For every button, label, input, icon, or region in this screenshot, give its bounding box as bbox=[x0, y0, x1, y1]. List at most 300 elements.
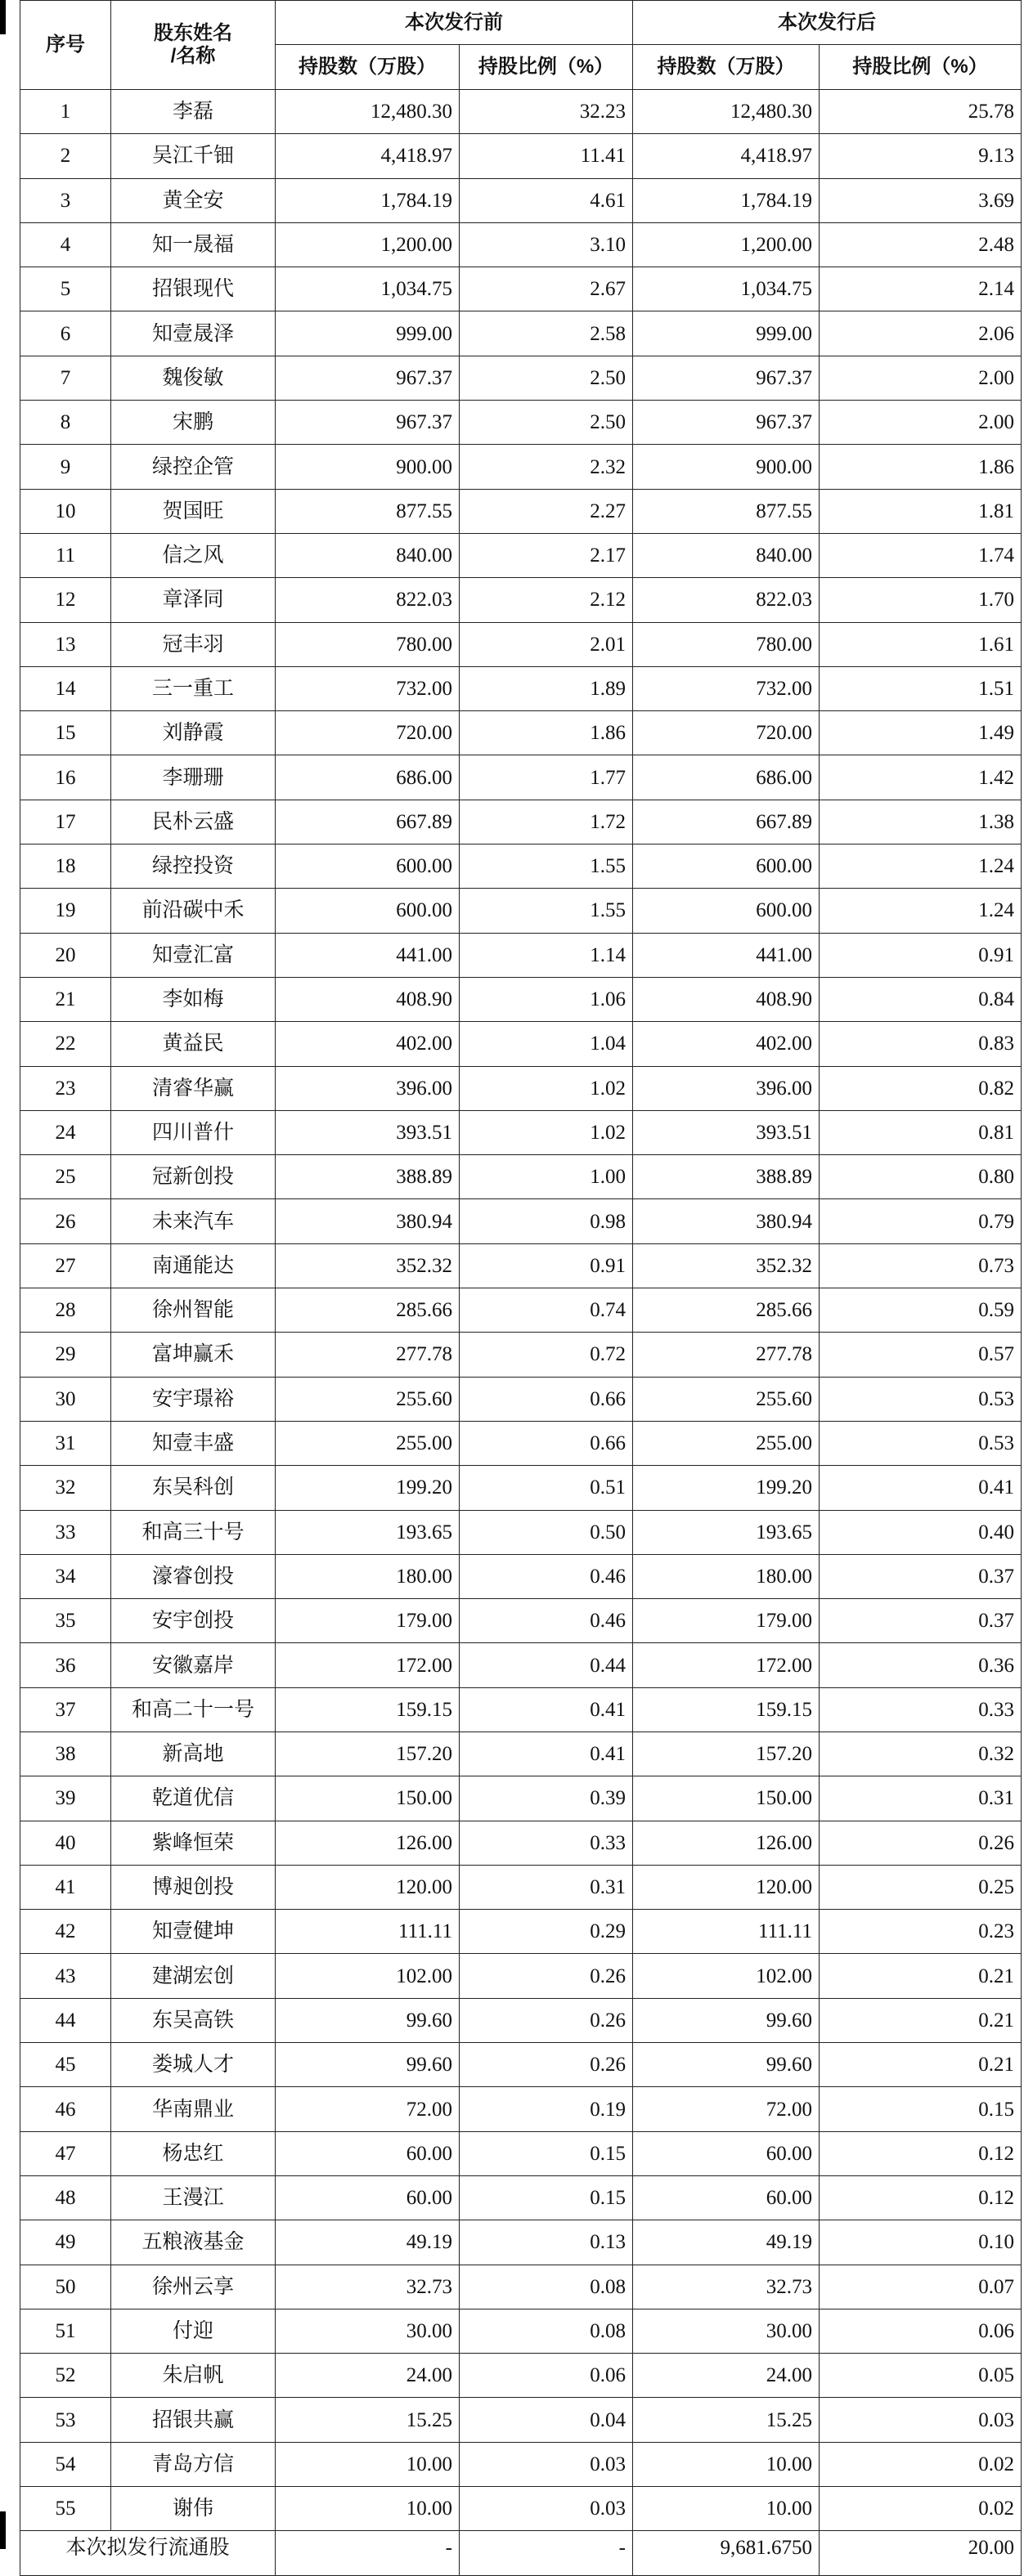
cell-shareholder-name: 知壹丰盛 bbox=[111, 1421, 276, 1465]
cell-seq: 29 bbox=[20, 1333, 111, 1377]
cell-shareholder-name: 冠丰羽 bbox=[111, 622, 276, 666]
cell-shareholder-name: 安宇创投 bbox=[111, 1599, 276, 1643]
cell-after-shares: 60.00 bbox=[633, 2131, 820, 2175]
table-row bbox=[20, 2265, 1022, 2309]
cell-after-ratio: 2.14 bbox=[820, 267, 1022, 311]
table-row bbox=[20, 1687, 1022, 1732]
cell-before-ratio: 0.08 bbox=[460, 2309, 633, 2353]
cell-before-shares: 199.20 bbox=[276, 1466, 460, 1510]
cell-after-shares: 780.00 bbox=[633, 622, 820, 666]
table-row bbox=[20, 1066, 1022, 1110]
cell-seq: 43 bbox=[20, 1954, 111, 1998]
cell-shareholder-name: 徐州智能 bbox=[111, 1288, 276, 1333]
cell-before-ratio: 1.77 bbox=[460, 755, 633, 800]
cell-before-shares: 10.00 bbox=[276, 2442, 460, 2486]
cell-after-ratio: 0.07 bbox=[820, 2265, 1022, 2309]
cell-before-shares: 99.60 bbox=[276, 2043, 460, 2087]
header-after-ratio: 持股比例（%） bbox=[820, 45, 1022, 90]
cell-before-ratio: 1.55 bbox=[460, 844, 633, 889]
cell-seq: 27 bbox=[20, 1243, 111, 1288]
page-edge-marker-top bbox=[0, 0, 6, 34]
cell-shareholder-name: 杨忠红 bbox=[111, 2131, 276, 2175]
cell-seq: 17 bbox=[20, 800, 111, 844]
table-row bbox=[20, 178, 1022, 222]
cell-after-shares: 99.60 bbox=[633, 1998, 820, 2042]
cell-after-shares: 840.00 bbox=[633, 533, 820, 577]
cell-shareholder-name: 冠新创投 bbox=[111, 1155, 276, 1199]
table-row bbox=[20, 1910, 1022, 1954]
cell-before-ratio: 1.02 bbox=[460, 1066, 633, 1110]
cell-after-shares: 600.00 bbox=[633, 844, 820, 889]
cell-before-ratio: 0.29 bbox=[460, 1910, 633, 1954]
cell-shareholder-name: 乾道优信 bbox=[111, 1776, 276, 1821]
cell-after-ratio: 0.53 bbox=[820, 1421, 1022, 1465]
cell-seq: 33 bbox=[20, 1510, 111, 1554]
cell-after-ratio: 2.00 bbox=[820, 401, 1022, 445]
cell-seq: 3 bbox=[20, 178, 111, 222]
cell-seq: 31 bbox=[20, 1421, 111, 1465]
cell-shareholder-name: 建湖宏创 bbox=[111, 1954, 276, 1998]
cell-shareholder-name: 绿控投资 bbox=[111, 844, 276, 889]
cell-before-shares: 102.00 bbox=[276, 1954, 460, 1998]
cell-before-shares: 15.25 bbox=[276, 2398, 460, 2442]
cell-before-shares: 4,418.97 bbox=[276, 134, 460, 178]
cell-shareholder-name: 李珊珊 bbox=[111, 755, 276, 800]
cell-shareholder-name: 付迎 bbox=[111, 2309, 276, 2353]
cell-before-ratio: 1.89 bbox=[460, 666, 633, 710]
cell-before-ratio: 11.41 bbox=[460, 134, 633, 178]
table-row bbox=[20, 2487, 1022, 2531]
footer-before-shares: - bbox=[276, 2531, 460, 2575]
cell-shareholder-name: 东吴高铁 bbox=[111, 1998, 276, 2042]
cell-after-ratio: 1.70 bbox=[820, 578, 1022, 622]
cell-before-shares: 193.65 bbox=[276, 1510, 460, 1554]
cell-before-shares: 179.00 bbox=[276, 1599, 460, 1643]
cell-after-shares: 120.00 bbox=[633, 1865, 820, 1909]
table-row bbox=[20, 267, 1022, 311]
cell-after-ratio: 0.02 bbox=[820, 2442, 1022, 2486]
cell-after-ratio: 1.74 bbox=[820, 533, 1022, 577]
cell-after-shares: 111.11 bbox=[633, 1910, 820, 1954]
cell-before-ratio: 0.26 bbox=[460, 1998, 633, 2042]
cell-before-shares: 600.00 bbox=[276, 844, 460, 889]
footer-after-shares: 9,681.6750 bbox=[633, 2531, 820, 2575]
cell-shareholder-name: 章泽同 bbox=[111, 578, 276, 622]
cell-seq: 55 bbox=[20, 2487, 111, 2531]
cell-before-shares: 408.90 bbox=[276, 977, 460, 1021]
cell-after-ratio: 1.38 bbox=[820, 800, 1022, 844]
table-row bbox=[20, 222, 1022, 267]
cell-after-ratio: 0.21 bbox=[820, 1954, 1022, 1998]
cell-after-shares: 172.00 bbox=[633, 1643, 820, 1687]
cell-before-ratio: 0.33 bbox=[460, 1821, 633, 1865]
cell-before-shares: 732.00 bbox=[276, 666, 460, 710]
cell-before-ratio: 0.06 bbox=[460, 2354, 633, 2398]
cell-after-shares: 900.00 bbox=[633, 445, 820, 489]
table-row bbox=[20, 1554, 1022, 1598]
footer-label: 本次拟发行流通股 bbox=[20, 2531, 276, 2575]
cell-seq: 44 bbox=[20, 1998, 111, 2042]
cell-before-ratio: 2.27 bbox=[460, 489, 633, 533]
cell-after-ratio: 25.78 bbox=[820, 90, 1022, 134]
cell-seq: 22 bbox=[20, 1022, 111, 1066]
footer-row bbox=[20, 2531, 1022, 2575]
cell-before-shares: 396.00 bbox=[276, 1066, 460, 1110]
cell-after-ratio: 0.32 bbox=[820, 1732, 1022, 1776]
cell-before-shares: 277.78 bbox=[276, 1333, 460, 1377]
table-row bbox=[20, 2220, 1022, 2265]
cell-before-shares: 255.60 bbox=[276, 1377, 460, 1421]
cell-after-ratio: 0.80 bbox=[820, 1155, 1022, 1199]
cell-after-ratio: 0.26 bbox=[820, 1821, 1022, 1865]
cell-before-ratio: 1.55 bbox=[460, 889, 633, 933]
cell-before-ratio: 0.51 bbox=[460, 1466, 633, 1510]
cell-seq: 48 bbox=[20, 2175, 111, 2220]
table-row bbox=[20, 2398, 1022, 2442]
header-name-line2: /名称 bbox=[170, 45, 216, 67]
table-header bbox=[20, 1, 1022, 90]
table-row bbox=[20, 1599, 1022, 1643]
cell-after-ratio: 0.31 bbox=[820, 1776, 1022, 1821]
cell-shareholder-name: 徐州云享 bbox=[111, 2265, 276, 2309]
cell-shareholder-name: 朱启帆 bbox=[111, 2354, 276, 2398]
cell-shareholder-name: 华南鼎业 bbox=[111, 2087, 276, 2131]
cell-seq: 45 bbox=[20, 2043, 111, 2087]
cell-shareholder-name: 未来汽车 bbox=[111, 1199, 276, 1243]
cell-after-shares: 600.00 bbox=[633, 889, 820, 933]
cell-before-shares: 999.00 bbox=[276, 311, 460, 356]
cell-after-shares: 396.00 bbox=[633, 1066, 820, 1110]
page-edge-marker-bottom bbox=[0, 2511, 6, 2549]
cell-before-shares: 840.00 bbox=[276, 533, 460, 577]
cell-before-ratio: 1.00 bbox=[460, 1155, 633, 1199]
cell-before-shares: 402.00 bbox=[276, 1022, 460, 1066]
cell-after-shares: 102.00 bbox=[633, 1954, 820, 1998]
cell-after-ratio: 0.57 bbox=[820, 1333, 1022, 1377]
cell-seq: 54 bbox=[20, 2442, 111, 2486]
cell-after-shares: 967.37 bbox=[633, 356, 820, 400]
cell-before-ratio: 0.03 bbox=[460, 2487, 633, 2531]
cell-after-shares: 60.00 bbox=[633, 2175, 820, 2220]
shareholding-table bbox=[20, 0, 1022, 2576]
cell-after-ratio: 1.81 bbox=[820, 489, 1022, 533]
cell-shareholder-name: 知壹汇富 bbox=[111, 933, 276, 977]
cell-before-shares: 822.03 bbox=[276, 578, 460, 622]
cell-after-shares: 32.73 bbox=[633, 2265, 820, 2309]
cell-after-shares: 667.89 bbox=[633, 800, 820, 844]
cell-seq: 16 bbox=[20, 755, 111, 800]
cell-before-shares: 24.00 bbox=[276, 2354, 460, 2398]
cell-before-ratio: 1.04 bbox=[460, 1022, 633, 1066]
cell-shareholder-name: 濠睿创投 bbox=[111, 1554, 276, 1598]
table-row bbox=[20, 2087, 1022, 2131]
cell-seq: 39 bbox=[20, 1776, 111, 1821]
cell-after-ratio: 0.36 bbox=[820, 1643, 1022, 1687]
cell-seq: 11 bbox=[20, 533, 111, 577]
cell-after-shares: 49.19 bbox=[633, 2220, 820, 2265]
cell-seq: 52 bbox=[20, 2354, 111, 2398]
table-row bbox=[20, 2175, 1022, 2220]
cell-seq: 14 bbox=[20, 666, 111, 710]
cell-before-ratio: 1.02 bbox=[460, 1110, 633, 1154]
table-row bbox=[20, 356, 1022, 400]
cell-after-shares: 1,034.75 bbox=[633, 267, 820, 311]
cell-before-ratio: 4.61 bbox=[460, 178, 633, 222]
cell-before-shares: 380.94 bbox=[276, 1199, 460, 1243]
cell-seq: 53 bbox=[20, 2398, 111, 2442]
header-name-line1: 股东姓名 bbox=[154, 22, 232, 44]
cell-seq: 30 bbox=[20, 1377, 111, 1421]
cell-seq: 2 bbox=[20, 134, 111, 178]
cell-before-shares: 393.51 bbox=[276, 1110, 460, 1154]
cell-after-ratio: 0.33 bbox=[820, 1687, 1022, 1732]
cell-before-ratio: 0.26 bbox=[460, 2043, 633, 2087]
table-row bbox=[20, 2043, 1022, 2087]
cell-after-ratio: 0.12 bbox=[820, 2131, 1022, 2175]
cell-after-ratio: 0.37 bbox=[820, 1599, 1022, 1643]
cell-after-shares: 732.00 bbox=[633, 666, 820, 710]
cell-seq: 19 bbox=[20, 889, 111, 933]
cell-shareholder-name: 知壹健坤 bbox=[111, 1910, 276, 1954]
table-row bbox=[20, 401, 1022, 445]
cell-shareholder-name: 新高地 bbox=[111, 1732, 276, 1776]
cell-after-ratio: 0.23 bbox=[820, 1910, 1022, 1954]
cell-after-shares: 967.37 bbox=[633, 401, 820, 445]
cell-after-shares: 199.20 bbox=[633, 1466, 820, 1510]
cell-after-ratio: 0.37 bbox=[820, 1554, 1022, 1598]
cell-shareholder-name: 和高二十一号 bbox=[111, 1687, 276, 1732]
cell-after-ratio: 1.49 bbox=[820, 711, 1022, 755]
cell-after-ratio: 1.24 bbox=[820, 889, 1022, 933]
cell-shareholder-name: 李磊 bbox=[111, 90, 276, 134]
cell-after-ratio: 0.06 bbox=[820, 2309, 1022, 2353]
cell-after-ratio: 0.59 bbox=[820, 1288, 1022, 1333]
cell-before-shares: 1,034.75 bbox=[276, 267, 460, 311]
cell-shareholder-name: 宋鹏 bbox=[111, 401, 276, 445]
cell-after-shares: 180.00 bbox=[633, 1554, 820, 1598]
cell-shareholder-name: 安宇璟裕 bbox=[111, 1377, 276, 1421]
cell-before-shares: 667.89 bbox=[276, 800, 460, 844]
cell-before-shares: 111.11 bbox=[276, 1910, 460, 1954]
cell-after-ratio: 1.86 bbox=[820, 445, 1022, 489]
cell-before-shares: 352.32 bbox=[276, 1243, 460, 1288]
cell-seq: 37 bbox=[20, 1687, 111, 1732]
cell-after-shares: 393.51 bbox=[633, 1110, 820, 1154]
cell-after-ratio: 0.53 bbox=[820, 1377, 1022, 1421]
cell-after-ratio: 0.82 bbox=[820, 1066, 1022, 1110]
cell-before-shares: 877.55 bbox=[276, 489, 460, 533]
cell-before-shares: 967.37 bbox=[276, 401, 460, 445]
cell-before-shares: 126.00 bbox=[276, 1821, 460, 1865]
cell-seq: 51 bbox=[20, 2309, 111, 2353]
cell-before-ratio: 0.91 bbox=[460, 1243, 633, 1288]
cell-after-ratio: 2.48 bbox=[820, 222, 1022, 267]
cell-after-shares: 277.78 bbox=[633, 1333, 820, 1377]
cell-shareholder-name: 青岛方信 bbox=[111, 2442, 276, 2486]
cell-before-shares: 10.00 bbox=[276, 2487, 460, 2531]
cell-after-ratio: 1.51 bbox=[820, 666, 1022, 710]
table-row bbox=[20, 1155, 1022, 1199]
cell-before-ratio: 0.08 bbox=[460, 2265, 633, 2309]
cell-after-shares: 193.65 bbox=[633, 1510, 820, 1554]
cell-seq: 24 bbox=[20, 1110, 111, 1154]
table-row bbox=[20, 1243, 1022, 1288]
cell-shareholder-name: 招银共赢 bbox=[111, 2398, 276, 2442]
cell-after-ratio: 0.73 bbox=[820, 1243, 1022, 1288]
cell-before-ratio: 0.15 bbox=[460, 2131, 633, 2175]
cell-before-ratio: 0.04 bbox=[460, 2398, 633, 2442]
table-row bbox=[20, 800, 1022, 844]
cell-after-shares: 179.00 bbox=[633, 1599, 820, 1643]
table-row bbox=[20, 1110, 1022, 1154]
cell-after-shares: 12,480.30 bbox=[633, 90, 820, 134]
table-row bbox=[20, 1288, 1022, 1333]
cell-shareholder-name: 东吴科创 bbox=[111, 1466, 276, 1510]
cell-after-ratio: 1.61 bbox=[820, 622, 1022, 666]
cell-before-shares: 99.60 bbox=[276, 1998, 460, 2042]
cell-before-ratio: 0.03 bbox=[460, 2442, 633, 2486]
table-row bbox=[20, 2309, 1022, 2353]
cell-after-shares: 126.00 bbox=[633, 1821, 820, 1865]
cell-before-ratio: 0.50 bbox=[460, 1510, 633, 1554]
table-row bbox=[20, 2442, 1022, 2486]
cell-shareholder-name: 民朴云盛 bbox=[111, 800, 276, 844]
cell-seq: 25 bbox=[20, 1155, 111, 1199]
cell-shareholder-name: 贺国旺 bbox=[111, 489, 276, 533]
cell-after-shares: 1,200.00 bbox=[633, 222, 820, 267]
cell-after-shares: 441.00 bbox=[633, 933, 820, 977]
header-before-issue: 本次发行前 bbox=[276, 1, 633, 45]
table-row bbox=[20, 2131, 1022, 2175]
cell-before-ratio: 0.13 bbox=[460, 2220, 633, 2265]
cell-before-ratio: 0.98 bbox=[460, 1199, 633, 1243]
cell-before-ratio: 0.66 bbox=[460, 1421, 633, 1465]
cell-seq: 20 bbox=[20, 933, 111, 977]
cell-seq: 32 bbox=[20, 1466, 111, 1510]
table-row bbox=[20, 90, 1022, 134]
cell-after-ratio: 0.05 bbox=[820, 2354, 1022, 2398]
cell-before-shares: 60.00 bbox=[276, 2131, 460, 2175]
cell-before-ratio: 2.12 bbox=[460, 578, 633, 622]
table-row bbox=[20, 977, 1022, 1021]
cell-before-shares: 780.00 bbox=[276, 622, 460, 666]
cell-seq: 23 bbox=[20, 1066, 111, 1110]
cell-after-shares: 10.00 bbox=[633, 2487, 820, 2531]
cell-seq: 9 bbox=[20, 445, 111, 489]
cell-before-shares: 172.00 bbox=[276, 1643, 460, 1687]
cell-seq: 34 bbox=[20, 1554, 111, 1598]
cell-after-ratio: 0.02 bbox=[820, 2487, 1022, 2531]
cell-after-ratio: 0.40 bbox=[820, 1510, 1022, 1554]
cell-shareholder-name: 和高三十号 bbox=[111, 1510, 276, 1554]
cell-before-ratio: 2.50 bbox=[460, 356, 633, 400]
header-after-shares: 持股数（万股） bbox=[633, 45, 820, 90]
table-row bbox=[20, 1333, 1022, 1377]
cell-after-ratio: 0.84 bbox=[820, 977, 1022, 1021]
cell-after-ratio: 0.10 bbox=[820, 2220, 1022, 2265]
table-row bbox=[20, 1954, 1022, 1998]
cell-before-shares: 720.00 bbox=[276, 711, 460, 755]
cell-shareholder-name: 博昶创投 bbox=[111, 1865, 276, 1909]
footer-after-ratio: 20.00 bbox=[820, 2531, 1022, 2575]
cell-shareholder-name: 黄全安 bbox=[111, 178, 276, 222]
table-row bbox=[20, 134, 1022, 178]
cell-before-shares: 1,200.00 bbox=[276, 222, 460, 267]
cell-shareholder-name: 四川普什 bbox=[111, 1110, 276, 1154]
cell-before-ratio: 1.06 bbox=[460, 977, 633, 1021]
cell-before-ratio: 0.26 bbox=[460, 1954, 633, 1998]
cell-shareholder-name: 娄城人才 bbox=[111, 2043, 276, 2087]
table-row bbox=[20, 1865, 1022, 1909]
cell-seq: 10 bbox=[20, 489, 111, 533]
cell-after-ratio: 0.03 bbox=[820, 2398, 1022, 2442]
cell-after-shares: 99.60 bbox=[633, 2043, 820, 2087]
table-row bbox=[20, 445, 1022, 489]
cell-after-ratio: 0.21 bbox=[820, 2043, 1022, 2087]
table-row bbox=[20, 1821, 1022, 1865]
cell-seq: 36 bbox=[20, 1643, 111, 1687]
cell-before-ratio: 2.67 bbox=[460, 267, 633, 311]
cell-seq: 42 bbox=[20, 1910, 111, 1954]
cell-after-shares: 877.55 bbox=[633, 489, 820, 533]
cell-seq: 1 bbox=[20, 90, 111, 134]
table-row bbox=[20, 1776, 1022, 1821]
cell-before-ratio: 0.72 bbox=[460, 1333, 633, 1377]
cell-before-ratio: 1.86 bbox=[460, 711, 633, 755]
cell-before-ratio: 0.31 bbox=[460, 1865, 633, 1909]
cell-shareholder-name: 知壹晟泽 bbox=[111, 311, 276, 356]
cell-before-ratio: 0.19 bbox=[460, 2087, 633, 2131]
table-row bbox=[20, 311, 1022, 356]
table-row bbox=[20, 1510, 1022, 1554]
table-row bbox=[20, 1377, 1022, 1421]
cell-before-ratio: 1.14 bbox=[460, 933, 633, 977]
cell-before-ratio: 0.41 bbox=[460, 1732, 633, 1776]
cell-after-ratio: 3.69 bbox=[820, 178, 1022, 222]
cell-shareholder-name: 信之风 bbox=[111, 533, 276, 577]
cell-before-shares: 285.66 bbox=[276, 1288, 460, 1333]
cell-after-ratio: 0.15 bbox=[820, 2087, 1022, 2131]
cell-after-shares: 72.00 bbox=[633, 2087, 820, 2131]
cell-shareholder-name: 刘静霞 bbox=[111, 711, 276, 755]
cell-after-ratio: 0.79 bbox=[820, 1199, 1022, 1243]
cell-before-ratio: 0.46 bbox=[460, 1554, 633, 1598]
cell-after-shares: 150.00 bbox=[633, 1776, 820, 1821]
cell-after-ratio: 0.83 bbox=[820, 1022, 1022, 1066]
cell-after-ratio: 0.41 bbox=[820, 1466, 1022, 1510]
cell-before-ratio: 32.23 bbox=[460, 90, 633, 134]
cell-seq: 47 bbox=[20, 2131, 111, 2175]
cell-before-ratio: 0.39 bbox=[460, 1776, 633, 1821]
cell-before-ratio: 0.66 bbox=[460, 1377, 633, 1421]
cell-before-shares: 180.00 bbox=[276, 1554, 460, 1598]
cell-seq: 26 bbox=[20, 1199, 111, 1243]
table-row bbox=[20, 1643, 1022, 1687]
cell-seq: 7 bbox=[20, 356, 111, 400]
cell-after-shares: 285.66 bbox=[633, 1288, 820, 1333]
cell-before-shares: 255.00 bbox=[276, 1421, 460, 1465]
cell-shareholder-name: 前沿碳中禾 bbox=[111, 889, 276, 933]
cell-shareholder-name: 黄益民 bbox=[111, 1022, 276, 1066]
cell-before-shares: 967.37 bbox=[276, 356, 460, 400]
header-before-shares: 持股数（万股） bbox=[276, 45, 460, 90]
cell-shareholder-name: 五粮液基金 bbox=[111, 2220, 276, 2265]
cell-after-shares: 30.00 bbox=[633, 2309, 820, 2353]
cell-after-shares: 686.00 bbox=[633, 755, 820, 800]
table-row bbox=[20, 2354, 1022, 2398]
cell-before-ratio: 0.46 bbox=[460, 1599, 633, 1643]
table-row bbox=[20, 711, 1022, 755]
